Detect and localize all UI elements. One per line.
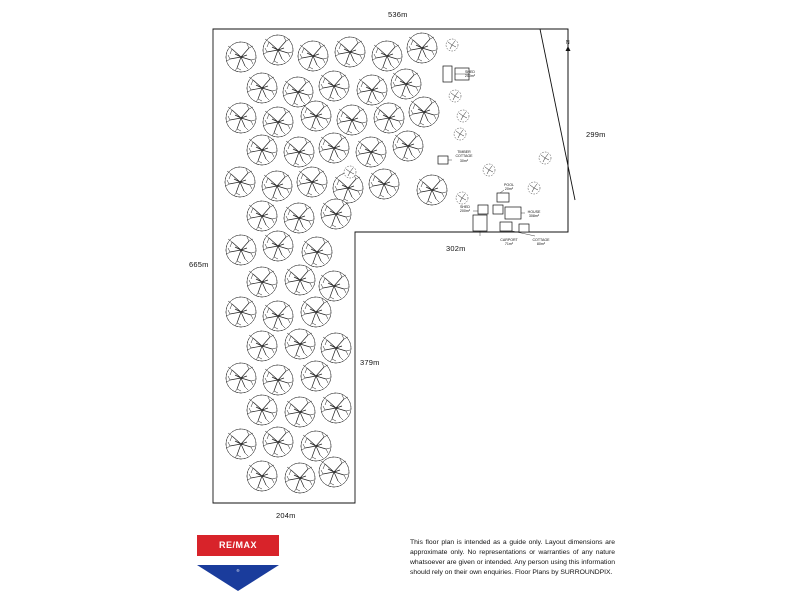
dimension-left: 665m xyxy=(189,260,209,269)
building-carport xyxy=(473,215,487,231)
building-shed-lower-2 xyxy=(493,205,503,214)
label-timber-cottage: TIMBER COTTAGE 30m² xyxy=(455,150,473,163)
label-shed-upper: SHED 200m² xyxy=(464,70,476,79)
building-outbuilding xyxy=(519,224,529,232)
dimension-inner-right: 379m xyxy=(360,358,380,367)
building-pool xyxy=(497,193,509,202)
building-shed-lower xyxy=(478,205,488,214)
building-shed-upper-annex xyxy=(443,66,452,82)
building-timber-cottage xyxy=(438,156,448,164)
remax-logo xyxy=(197,535,279,593)
label-cottage: COTTAGE 80m² xyxy=(532,238,550,247)
dimension-top: 536m xyxy=(388,10,408,19)
logo-brand-text: RE/MAX xyxy=(218,540,257,550)
logo-registered-mark: ® xyxy=(236,568,240,573)
building-cottage xyxy=(500,222,512,231)
north-label: N xyxy=(566,40,570,46)
dimension-right-upper: 299m xyxy=(586,130,606,139)
building-house xyxy=(505,207,521,219)
label-shed-lower: SHED 200m² xyxy=(459,205,471,214)
dimension-bottom: 204m xyxy=(276,511,296,520)
dimension-inner-bottom: 302m xyxy=(446,244,466,253)
label-pool: POOL 20m² xyxy=(504,183,514,192)
disclaimer-text: This floor plan is intended as a guide only. Layout dimensions are approximate only. No representations or warranties of any nature whatsoever are given or intended. Any person using this information should rely on their own enquiries. Floor Plans by SURROUNDPIX. xyxy=(410,539,615,576)
label-carport: CARPORT 71m² xyxy=(500,238,518,247)
label-house: HOUSE 308m² xyxy=(527,210,541,219)
